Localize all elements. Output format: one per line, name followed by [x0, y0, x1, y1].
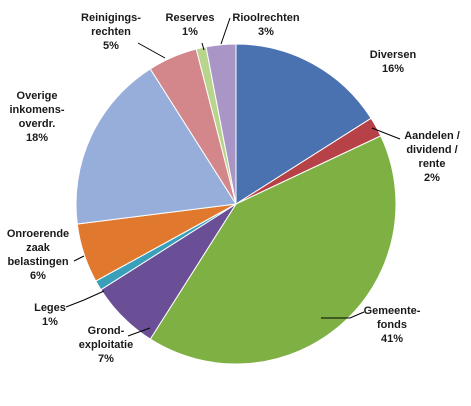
slice-label-line: Aandelen /: [404, 130, 460, 142]
slice-label-line: Grond-: [87, 325, 125, 337]
leader-line-onroerende-zaak-belastingen: [74, 256, 84, 261]
slice-label-overige-inkomens-overdr: [9, 90, 64, 144]
leader-line-rioolrechten: [221, 18, 230, 44]
slice-label-line: exploitatie: [78, 339, 134, 351]
slice-percent: 16%: [381, 63, 405, 75]
slice-label-aandelen-dividend-rente: [404, 130, 460, 184]
slice-percent: 1%: [42, 316, 58, 328]
pie-slices: [76, 44, 396, 364]
slice-label-line: Leges: [34, 302, 66, 314]
slice-label-leges: [34, 302, 66, 328]
slice-label-line: Onroerende: [6, 228, 70, 240]
slice-label-reserves: [166, 12, 215, 38]
slice-label-line: Reserves: [165, 12, 215, 24]
slice-percent: 3%: [258, 26, 274, 38]
slice-label-line: dividend /: [406, 144, 458, 156]
slice-percent: 41%: [380, 333, 404, 345]
slice-label-line: overdr.: [18, 118, 56, 130]
slice-percent: 1%: [182, 26, 198, 38]
slice-label-reinigings-rechten: [81, 12, 141, 52]
slice-label-gemeente-fonds: [364, 305, 421, 345]
slice-label-line: rechten: [91, 26, 131, 38]
slice-label-line: belastingen: [7, 256, 69, 268]
slice-label-line: Diversen: [369, 49, 417, 61]
slice-label-grond-exploitatie: [79, 325, 133, 365]
slice-label-diversen: [370, 49, 417, 75]
slice-label-line: fonds: [377, 319, 407, 331]
leader-line-leges: [66, 291, 104, 307]
slice-percent: 2%: [424, 172, 440, 184]
slice-percent: 5%: [103, 40, 119, 52]
leader-line-reinigings-rechten: [138, 43, 165, 58]
slice-label-line: rente: [418, 158, 446, 170]
slice-percent: 18%: [25, 132, 49, 144]
slice-label-line: Gemeente-: [363, 305, 421, 317]
slice-label-line: inkomens-: [9, 104, 65, 116]
slice-percent: 6%: [30, 270, 46, 282]
slice-label-line: Rioolrechten: [232, 12, 300, 24]
slice-label-line: zaak: [26, 242, 50, 254]
slice-label-line: Reinigings-: [81, 12, 141, 24]
slice-percent: 7%: [98, 353, 114, 365]
slice-label-line: Overige: [16, 90, 58, 102]
slice-label-rioolrechten: [232, 12, 300, 38]
slice-label-onroerende-zaak-belastingen: [7, 228, 69, 282]
